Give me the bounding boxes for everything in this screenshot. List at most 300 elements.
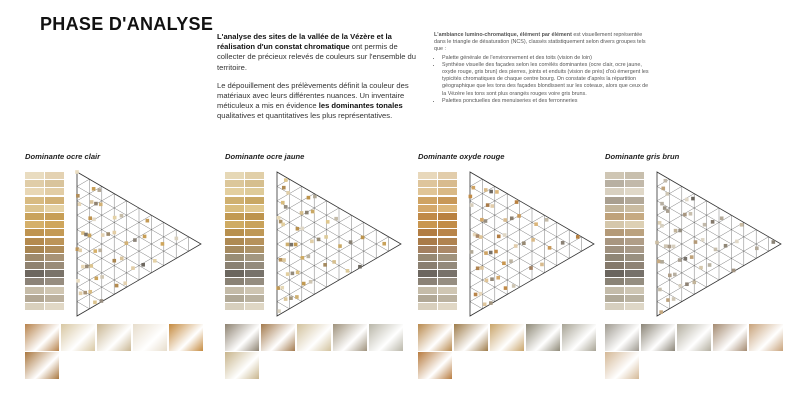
- sample-marker: [305, 211, 309, 215]
- color-swatch: [45, 221, 64, 228]
- color-swatch: [605, 172, 624, 179]
- sample-marker: [658, 288, 662, 292]
- color-swatch: [625, 221, 644, 228]
- site-photo: [133, 324, 167, 351]
- swatch-row: [605, 172, 645, 179]
- sample-marker: [561, 241, 565, 245]
- sample-marker: [664, 244, 668, 248]
- sample-marker: [514, 244, 518, 248]
- sample-marker: [483, 302, 487, 306]
- color-swatch: [45, 213, 64, 220]
- swatch-column: [418, 172, 458, 311]
- color-swatch: [438, 295, 457, 302]
- site-photo: [713, 324, 747, 351]
- panel-title: Dominante oxyde rouge: [418, 152, 505, 161]
- sample-marker: [479, 292, 483, 296]
- sample-marker: [317, 238, 321, 242]
- sample-marker: [666, 298, 670, 302]
- sample-marker: [470, 203, 474, 207]
- legend-item: • Palette générale de l'environnement et des toits (vision de loin): [442, 55, 649, 62]
- sample-marker: [484, 251, 488, 255]
- color-swatch: [438, 262, 457, 269]
- swatch-row: [418, 221, 458, 228]
- sample-marker: [660, 260, 664, 264]
- sample-marker: [720, 216, 724, 220]
- sample-marker: [100, 299, 104, 303]
- panel-oxyde-rouge: [418, 152, 600, 384]
- sample-marker: [470, 250, 474, 254]
- sample-marker: [484, 188, 488, 192]
- intro-text-2b: qualitatives et quantitatives les plus représentatives.: [217, 111, 393, 121]
- color-swatch: [245, 221, 264, 228]
- site-photo: [605, 352, 639, 379]
- swatch-row: [418, 213, 458, 220]
- sample-marker: [678, 229, 682, 233]
- color-swatch: [438, 254, 457, 261]
- site-photo: [169, 324, 203, 351]
- sample-marker: [90, 200, 94, 204]
- color-swatch: [625, 205, 644, 212]
- sample-marker: [76, 279, 80, 283]
- color-swatch: [625, 188, 644, 195]
- sample-marker: [674, 229, 678, 233]
- color-swatch: [625, 287, 644, 294]
- sample-marker: [99, 203, 103, 207]
- site-photo: [61, 324, 95, 351]
- color-swatch: [418, 172, 437, 179]
- sample-marker: [94, 202, 98, 206]
- site-photo: [369, 324, 403, 351]
- site-photo: [490, 324, 524, 351]
- color-swatch: [625, 238, 644, 245]
- grid-line: [470, 215, 557, 265]
- legend-desc: est visuellement représentée dans le triangle de désaturation (NCS), classés statistiquement selon divers groupes tels que :: [434, 32, 646, 53]
- color-swatch: [625, 295, 644, 302]
- sample-marker: [503, 233, 507, 237]
- intro-bold-1: L'analyse des sites de la vallée de la Vézère et la réalisation d'un constat chromatique: [217, 32, 392, 52]
- grid-line: [470, 222, 557, 272]
- sample-marker: [504, 286, 508, 290]
- panel-title: Dominante gris brun: [605, 152, 680, 161]
- site-photo: [605, 324, 639, 351]
- swatch-row: [605, 295, 645, 302]
- sample-marker: [515, 200, 519, 204]
- swatch-row: [25, 278, 65, 285]
- color-swatch: [625, 180, 644, 187]
- swatch-row: [25, 205, 65, 212]
- ncs-triangle-chart: [649, 164, 789, 329]
- sample-marker: [469, 195, 473, 199]
- color-swatch: [225, 238, 244, 245]
- color-swatch: [605, 254, 624, 261]
- sample-marker: [313, 195, 317, 199]
- site-photo: [526, 324, 560, 351]
- sample-marker: [98, 249, 102, 253]
- color-swatch: [45, 303, 64, 310]
- color-swatch: [438, 238, 457, 245]
- color-swatch: [438, 188, 457, 195]
- color-swatch: [418, 246, 437, 253]
- sample-marker: [690, 255, 694, 259]
- sample-marker: [161, 242, 165, 246]
- swatch-row: [605, 221, 645, 228]
- intro-text: [217, 32, 422, 130]
- swatch-row: [225, 229, 265, 236]
- color-swatch: [605, 295, 624, 302]
- sample-marker: [296, 227, 300, 231]
- color-swatch: [225, 295, 244, 302]
- swatch-row: [605, 229, 645, 236]
- sample-marker: [668, 245, 672, 249]
- color-swatch: [45, 180, 64, 187]
- grid-line: [470, 302, 482, 309]
- color-swatch: [245, 180, 264, 187]
- sample-marker: [358, 265, 362, 269]
- site-photo: [418, 324, 452, 351]
- swatch-row: [25, 180, 65, 187]
- color-swatch: [625, 213, 644, 220]
- site-photo: [297, 324, 331, 351]
- sample-marker: [276, 286, 280, 290]
- swatch-row: [25, 229, 65, 236]
- sample-marker: [83, 291, 87, 295]
- color-swatch: [245, 262, 264, 269]
- ncs-triangle-chart: [269, 164, 409, 329]
- site-photo: [225, 352, 259, 379]
- sample-marker: [740, 223, 744, 227]
- sample-marker: [349, 240, 353, 244]
- color-swatch: [225, 262, 244, 269]
- grid-line: [277, 302, 289, 309]
- color-swatch: [245, 229, 264, 236]
- color-swatch: [625, 246, 644, 253]
- color-swatch: [45, 246, 64, 253]
- sample-marker: [666, 192, 670, 196]
- sample-marker: [92, 218, 96, 222]
- sample-marker: [286, 272, 290, 276]
- sample-marker: [282, 258, 286, 262]
- sample-marker: [131, 266, 135, 270]
- color-swatch: [45, 287, 64, 294]
- sample-marker: [489, 251, 493, 255]
- color-swatch: [25, 295, 44, 302]
- sample-marker: [517, 214, 521, 218]
- color-swatch: [438, 287, 457, 294]
- swatch-row: [225, 246, 265, 253]
- color-swatch: [25, 238, 44, 245]
- sample-marker: [711, 220, 715, 224]
- sample-marker: [332, 260, 336, 264]
- page-title: PHASE D'ANALYSE: [40, 14, 214, 34]
- color-swatch: [225, 287, 244, 294]
- grid-line: [470, 237, 582, 302]
- sample-marker: [300, 211, 304, 215]
- sample-marker: [78, 249, 82, 253]
- swatch-row: [418, 238, 458, 245]
- color-swatch: [245, 303, 264, 310]
- sample-marker: [694, 240, 698, 244]
- color-swatch: [45, 205, 64, 212]
- swatch-row: [25, 238, 65, 245]
- sample-marker: [486, 203, 490, 207]
- color-swatch: [225, 172, 244, 179]
- sample-marker: [93, 249, 97, 253]
- sample-marker: [323, 263, 327, 267]
- color-swatch: [605, 205, 624, 212]
- grid-line: [77, 208, 139, 244]
- grid-line: [657, 208, 719, 244]
- sample-marker: [112, 259, 116, 263]
- sample-marker: [494, 250, 498, 254]
- swatch-row: [418, 295, 458, 302]
- color-swatch: [225, 254, 244, 261]
- sample-marker: [120, 214, 124, 218]
- sample-marker: [84, 233, 88, 237]
- ncs-triangle-chart: [69, 164, 209, 329]
- swatch-row: [225, 287, 265, 294]
- sample-marker: [281, 201, 285, 205]
- color-swatch: [245, 197, 264, 204]
- sample-marker: [120, 257, 124, 261]
- swatch-row: [25, 303, 65, 310]
- sample-marker: [691, 197, 695, 201]
- sample-marker: [124, 241, 128, 245]
- sample-marker: [284, 205, 288, 209]
- swatch-row: [25, 221, 65, 228]
- grid-line: [277, 222, 364, 272]
- color-swatch: [45, 262, 64, 269]
- sample-marker: [548, 246, 552, 250]
- color-swatch: [418, 221, 437, 228]
- grid-line: [277, 186, 389, 251]
- swatch-row: [418, 188, 458, 195]
- swatch-row: [418, 303, 458, 310]
- color-swatch: [25, 246, 44, 253]
- sample-marker: [476, 266, 480, 270]
- swatch-row: [605, 205, 645, 212]
- color-swatch: [418, 205, 437, 212]
- swatch-row: [25, 295, 65, 302]
- color-swatch: [438, 205, 457, 212]
- color-swatch: [605, 287, 624, 294]
- panel-ocre-jaune: [225, 152, 407, 384]
- sample-marker: [97, 188, 101, 192]
- sample-marker: [701, 238, 705, 242]
- sample-marker: [175, 237, 179, 241]
- color-swatch: [45, 172, 64, 179]
- color-swatch: [225, 303, 244, 310]
- sample-marker: [361, 236, 365, 240]
- color-swatch: [418, 197, 437, 204]
- color-swatch: [25, 270, 44, 277]
- sample-marker: [472, 186, 476, 190]
- sample-marker: [284, 178, 288, 182]
- sample-marker: [485, 279, 489, 283]
- sample-marker: [101, 233, 105, 237]
- swatch-row: [225, 180, 265, 187]
- sample-marker: [290, 243, 294, 247]
- swatch-row: [225, 262, 265, 269]
- color-swatch: [45, 238, 64, 245]
- color-swatch: [418, 262, 437, 269]
- color-swatch: [25, 303, 44, 310]
- color-swatch: [45, 229, 64, 236]
- ncs-triangle-chart: [462, 164, 602, 329]
- sample-marker: [708, 263, 712, 267]
- sample-marker: [307, 196, 311, 200]
- color-swatch: [25, 262, 44, 269]
- sample-marker: [85, 265, 89, 269]
- swatch-row: [25, 213, 65, 220]
- sample-marker: [503, 218, 507, 222]
- sample-marker: [295, 295, 299, 299]
- color-swatch: [25, 197, 44, 204]
- sample-marker: [78, 202, 82, 206]
- sample-marker: [286, 243, 290, 247]
- grid-line: [657, 302, 669, 309]
- sample-marker: [502, 261, 506, 265]
- sample-marker: [685, 282, 689, 286]
- sample-marker: [772, 240, 776, 244]
- sample-marker: [534, 222, 538, 226]
- sample-marker: [88, 290, 92, 294]
- swatch-row: [225, 238, 265, 245]
- color-swatch: [418, 270, 437, 277]
- site-photo: [261, 324, 295, 351]
- sample-marker: [703, 223, 707, 227]
- color-swatch: [418, 188, 437, 195]
- swatch-row: [25, 262, 65, 269]
- legend-text: [434, 32, 649, 105]
- site-photo: [454, 324, 488, 351]
- color-swatch: [245, 254, 264, 261]
- intro-bold-2: les dominantes tonales: [318, 101, 403, 111]
- sample-marker: [699, 266, 703, 270]
- site-photo: [25, 352, 59, 379]
- color-swatch: [418, 254, 437, 261]
- site-photo: [333, 324, 367, 351]
- intro-text-1: ont permis de collecter de précieux relevés de couleurs sur l'ensemble du territoire.: [217, 42, 416, 72]
- color-swatch: [625, 254, 644, 261]
- color-swatch: [25, 213, 44, 220]
- color-swatch: [225, 229, 244, 236]
- sample-marker: [522, 241, 526, 245]
- color-swatch: [438, 213, 457, 220]
- sample-marker: [480, 218, 484, 222]
- grid-line: [470, 179, 482, 186]
- sample-marker: [76, 194, 80, 198]
- sample-marker: [88, 234, 92, 238]
- sample-marker: [141, 263, 145, 267]
- sample-marker: [286, 191, 290, 195]
- grid-line: [277, 273, 314, 295]
- color-swatch: [605, 303, 624, 310]
- color-swatch: [418, 229, 437, 236]
- sample-marker: [277, 309, 281, 313]
- sample-marker: [301, 256, 305, 260]
- sample-marker: [284, 297, 288, 301]
- color-swatch: [25, 205, 44, 212]
- sample-marker: [123, 281, 127, 285]
- swatch-row: [225, 295, 265, 302]
- sample-marker: [692, 281, 696, 285]
- color-swatch: [625, 278, 644, 285]
- sample-marker: [474, 293, 478, 297]
- sample-marker: [714, 248, 718, 252]
- sample-marker: [476, 234, 480, 238]
- legend-item: • Synthèse visuelle des façades selon les corrélés dominantes (ocre clair, ocre jaune, oxyde rouge, gris brun) des pierres, joints et enduits (vision de près) d'où émergent les typicités chromatiques de chaque centre bourg. On constate d'après la répartition géographique que les tons des façades blondissent sur les coteaux, alors que ceux de la Vézère les tons sont plus orangés rouges voire gris bruns.: [442, 62, 649, 98]
- sample-marker: [302, 282, 306, 286]
- sample-marker: [657, 260, 661, 264]
- color-swatch: [245, 295, 264, 302]
- color-swatch: [438, 303, 457, 310]
- sample-marker: [296, 271, 300, 275]
- swatch-row: [25, 246, 65, 253]
- sample-marker: [679, 284, 683, 288]
- color-swatch: [225, 278, 244, 285]
- sample-marker: [480, 266, 484, 270]
- swatch-row: [605, 197, 645, 204]
- intro-paragraph-2: [217, 81, 422, 122]
- sample-marker: [300, 227, 304, 231]
- color-swatch: [605, 221, 624, 228]
- sample-marker: [133, 238, 137, 242]
- color-swatch: [438, 246, 457, 253]
- color-swatch: [225, 270, 244, 277]
- color-swatch: [418, 278, 437, 285]
- sample-marker: [79, 292, 83, 296]
- swatch-row: [225, 205, 265, 212]
- sample-marker: [279, 258, 283, 262]
- color-swatch: [438, 270, 457, 277]
- panel-gris-brun: [605, 152, 787, 384]
- color-swatch: [418, 295, 437, 302]
- swatch-column: [25, 172, 65, 311]
- sample-marker: [497, 235, 501, 239]
- site-photo: [677, 324, 711, 351]
- color-swatch: [245, 270, 264, 277]
- color-swatch: [438, 180, 457, 187]
- color-swatch: [245, 172, 264, 179]
- color-swatch: [225, 213, 244, 220]
- grid-line: [657, 186, 769, 251]
- color-swatch: [245, 188, 264, 195]
- swatch-row: [25, 188, 65, 195]
- swatch-row: [25, 254, 65, 261]
- sample-marker: [484, 219, 488, 223]
- color-swatch: [225, 221, 244, 228]
- swatch-row: [418, 270, 458, 277]
- sample-marker: [88, 216, 92, 220]
- swatch-row: [605, 270, 645, 277]
- sample-marker: [289, 296, 293, 300]
- grid-line: [77, 273, 114, 295]
- swatch-row: [605, 303, 645, 310]
- intro-text-2a: Le dépouillement des prélèvements définit la couleur des matériaux avec leurs différentes nuances. Un inventaire méticuleux a mis en évidence: [217, 80, 409, 111]
- grid-line: [77, 179, 89, 186]
- swatch-row: [605, 254, 645, 261]
- sample-marker: [510, 216, 514, 220]
- color-swatch: [245, 238, 264, 245]
- swatch-row: [225, 213, 265, 220]
- sample-marker: [755, 246, 759, 250]
- color-swatch: [605, 188, 624, 195]
- swatch-row: [605, 188, 645, 195]
- swatch-row: [605, 246, 645, 253]
- sample-marker: [666, 209, 670, 213]
- swatch-row: [225, 278, 265, 285]
- color-swatch: [605, 229, 624, 236]
